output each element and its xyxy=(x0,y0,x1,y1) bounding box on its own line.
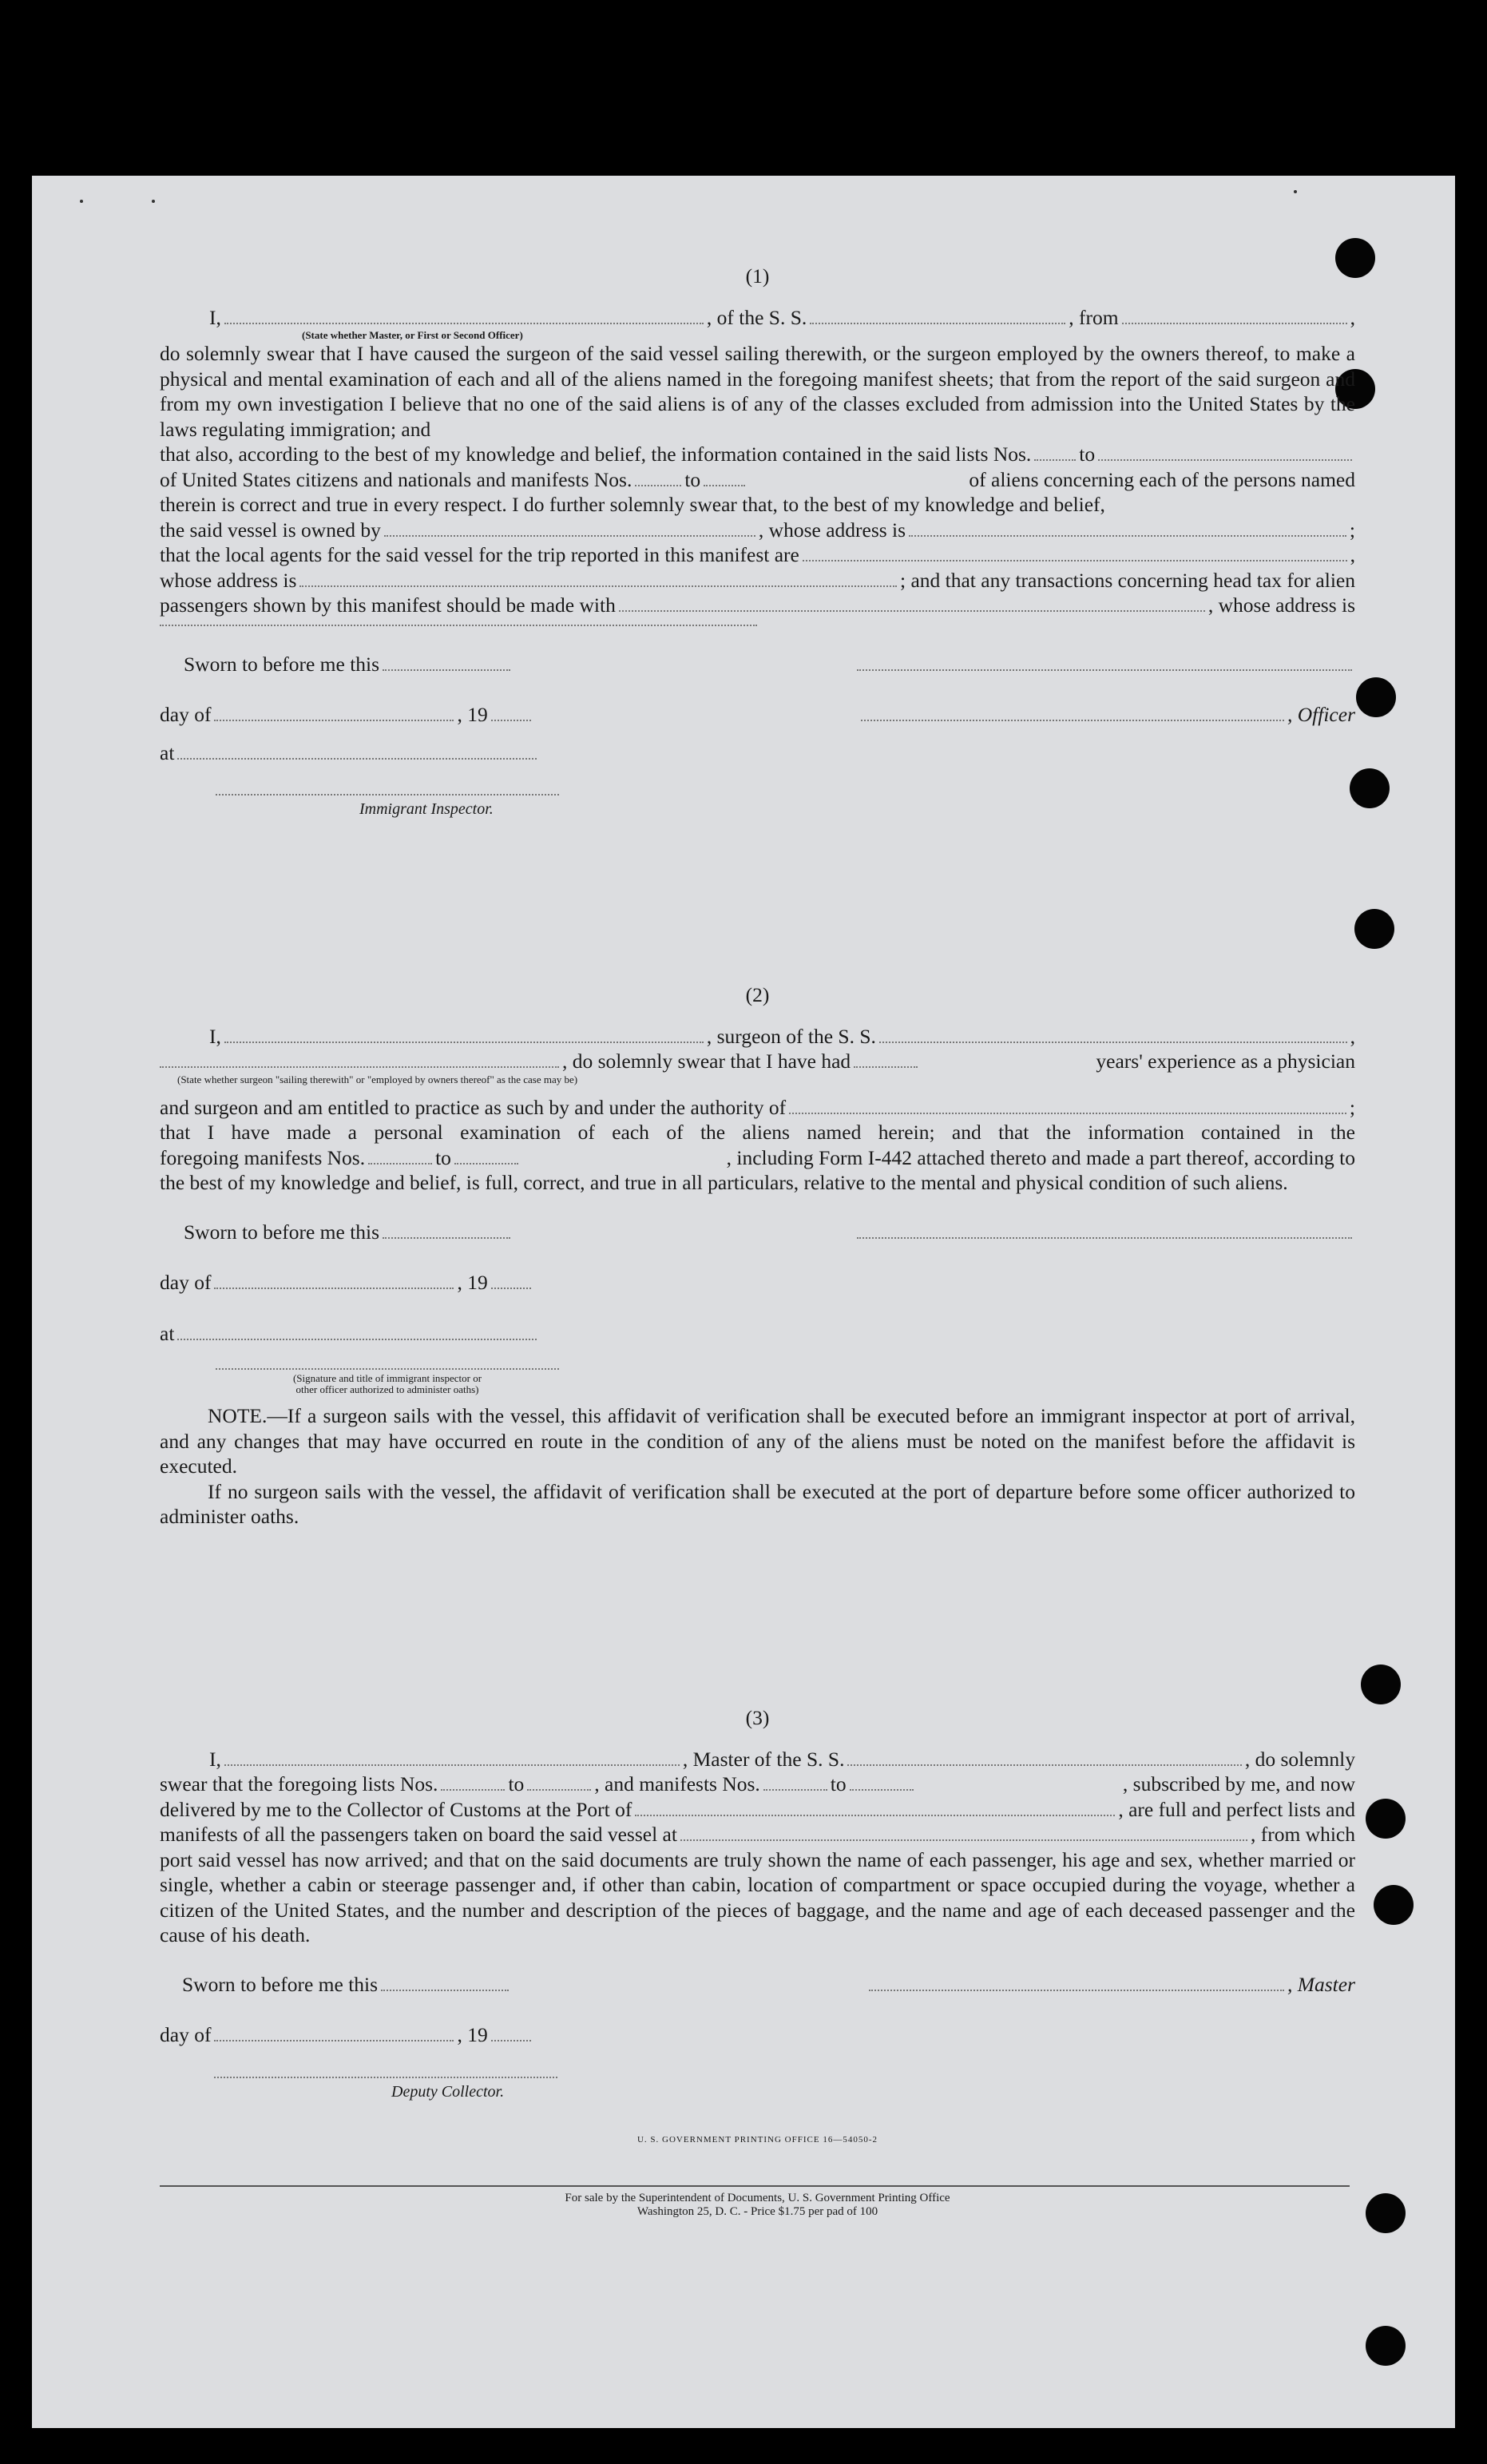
punch-hole xyxy=(1361,1664,1401,1704)
label: I, xyxy=(209,1024,221,1048)
sworn-line xyxy=(160,652,1355,677)
lists-nos-from-field[interactable] xyxy=(1034,459,1076,461)
label: , do solemnly swear that I have had xyxy=(562,1049,851,1073)
label: of United States citizens and nationals and manifests Nos. xyxy=(160,467,632,491)
label: , Master of the S. S. xyxy=(682,1747,845,1771)
label: to xyxy=(435,1145,451,1169)
footer-rule xyxy=(160,2185,1350,2187)
speck xyxy=(1294,190,1297,193)
speck xyxy=(80,200,83,203)
label: Sworn to before me this xyxy=(184,652,380,676)
signature-note-line: (Signature and title of immigrant inspector or xyxy=(292,1372,482,1384)
lists-nos-to-field[interactable] xyxy=(1098,459,1352,461)
label: day of xyxy=(160,2023,212,2046)
deputy-signature-field[interactable] xyxy=(214,2077,557,2078)
day-of-line xyxy=(160,702,1355,728)
label: , do solemnly xyxy=(1244,1747,1355,1771)
label: ; xyxy=(1349,1095,1355,1119)
year-field[interactable] xyxy=(491,1288,531,1289)
manifest-verification-sheet xyxy=(32,176,1455,2428)
sworn-day-field[interactable] xyxy=(381,1990,509,1991)
note-paragraph: NOTE.—If a surgeon sails with the vessel, this affidavit of verification shall be executed before an immigrant inspector at port of arrival, and any changes that may have occurred en route in the condition of any of the aliens must be noted on the manifest before the affidavit is executed. xyxy=(160,1404,1355,1478)
label: day of xyxy=(160,703,212,726)
label: , xyxy=(1350,1024,1355,1048)
label: , of the S. S. xyxy=(706,305,807,329)
owner-field[interactable] xyxy=(384,535,755,537)
manifests-from-field[interactable] xyxy=(368,1163,432,1165)
surgeon-line xyxy=(160,1024,1355,1049)
punch-hole xyxy=(1374,1885,1414,1925)
officer-type-note: (State whether Master, or First or Second Officer) xyxy=(302,329,523,341)
label: , from which xyxy=(1250,1823,1355,1846)
sale-notice-line: Washington 25, D. C. - Price $1.75 per pad of 100 xyxy=(636,2205,878,2218)
label: , 19 xyxy=(457,2023,488,2046)
label: to xyxy=(508,1772,525,1795)
master-label: , Master xyxy=(1287,1972,1355,1996)
lists-from-field[interactable] xyxy=(441,1789,505,1791)
lists-to-field[interactable] xyxy=(527,1789,591,1791)
port-field[interactable] xyxy=(635,1815,1115,1816)
from-port-field[interactable] xyxy=(1122,323,1347,324)
month-field[interactable] xyxy=(214,1288,454,1289)
label: , 19 xyxy=(457,703,488,726)
label: day of xyxy=(160,1271,212,1294)
label: passengers shown by this manifest should be made with xyxy=(160,593,616,617)
oath-paragraph: do solemnly swear that I have caused the surgeon of the said vessel sailing therewith, or the surgeon employed by the owners thereof, to make a physical and mental examination of each and all of the aliens named in the foregoing manifest sheets; that from the report of the said surgeon and from my own investigation I believe that no one of the said aliens is of any of the classes excluded from admission into the United States by the laws regulating immigration; and xyxy=(160,342,1355,441)
label: years' experience as a physician xyxy=(1096,1049,1355,1073)
label: to xyxy=(1079,442,1096,466)
speck xyxy=(152,200,155,203)
inspector-signature-field[interactable] xyxy=(216,1368,559,1370)
note-paragraph-2: If no surgeon sails with the vessel, the affidavit of verification shall be executed at the port of departure before some officer authorized to administer oaths. xyxy=(160,1479,1355,1528)
label: the said vessel is owned by xyxy=(160,518,381,542)
experience-line xyxy=(160,1049,1355,1074)
punch-hole xyxy=(1354,909,1394,949)
label: , from xyxy=(1069,305,1119,329)
surgeon-oath-end: the best of my knowledge and belief, is full, correct, and true in all particulars, relative to the mental and physical condition of such aliens. xyxy=(160,1171,1288,1194)
surgeon-name-field[interactable] xyxy=(224,1042,704,1043)
month-field[interactable] xyxy=(214,2040,454,2041)
manifests-nos-line xyxy=(160,1145,1355,1171)
at-line xyxy=(160,740,1355,766)
label: I, xyxy=(209,305,221,329)
deputy-label: Deputy Collector. xyxy=(391,2082,505,2101)
years-experience-field[interactable] xyxy=(854,1066,918,1068)
label: , including Form I-442 attached thereto and made a part thereof, according to xyxy=(726,1145,1355,1169)
oath-paragraph-2: therein is correct and true in every respect. I do further solemnly swear that, to the best of my knowledge and belief, xyxy=(160,493,1105,516)
lists-line xyxy=(160,1772,1355,1797)
surgeon-status-note: (State whether surgeon "sailing therewith" or "employed by owners thereof" as the case may be) xyxy=(177,1073,578,1085)
owner-line xyxy=(160,518,1355,543)
punch-hole xyxy=(1350,768,1390,808)
section-2 xyxy=(160,982,1355,1530)
master-oath-paragraph: port said vessel has now arrived; and that on the said documents are truly shown the name of each passenger, his age and sex, whether married or single, whether a cabin or steerage passenger and, if other than cabin, location of compartment or space occupied during the voyage, whether a citizen of the United States, and the number and description of the pieces of baggage, and the name and age of each deceased passenger and the cause of his death. xyxy=(160,1847,1355,1946)
label: , xyxy=(1350,543,1355,566)
sworn-line xyxy=(160,1220,1355,1245)
head-tax-address-field[interactable] xyxy=(160,625,757,626)
sale-notice xyxy=(160,2192,1355,2219)
month-field[interactable] xyxy=(214,720,454,721)
owner-address-field[interactable] xyxy=(909,535,1346,537)
label: whose address is xyxy=(160,568,297,592)
section-1-heading: (1) xyxy=(745,264,770,288)
boarded-line xyxy=(160,1822,1355,1847)
label: and surgeon and am entitled to practice as such by and under the authority of xyxy=(160,1095,787,1119)
port-line xyxy=(160,1797,1355,1823)
year-field[interactable] xyxy=(491,720,531,721)
master-name-field[interactable] xyxy=(224,1764,680,1766)
vessel-name-field[interactable] xyxy=(810,323,1065,324)
sworn-day-field[interactable] xyxy=(383,669,510,671)
punch-hole xyxy=(1366,2193,1406,2233)
day-of-line xyxy=(160,2022,1355,2048)
place-field[interactable] xyxy=(177,1339,537,1340)
officer-line xyxy=(160,305,1355,331)
label: manifests of all the passengers taken on board the said vessel at xyxy=(160,1823,677,1846)
year-field[interactable] xyxy=(491,2040,531,2041)
gpo-imprint: U. S. GOVERNMENT PRINTING OFFICE 16—54050-2 xyxy=(636,2135,878,2145)
label: foregoing manifests Nos. xyxy=(160,1145,366,1169)
label: to xyxy=(684,467,701,491)
surgeon-signature-field[interactable] xyxy=(857,1237,1352,1239)
punch-hole xyxy=(1366,2326,1406,2366)
examination-text: that I have made a personal examination of each of the aliens named herein; and that the information contained in the xyxy=(160,1121,1355,1144)
authority-field[interactable] xyxy=(789,1113,1346,1114)
label: , subscribed by me, and now xyxy=(1122,1772,1355,1795)
manifest-nos-from-field[interactable] xyxy=(635,485,681,486)
section-1 xyxy=(160,264,1355,823)
agents-address-field[interactable] xyxy=(299,585,897,587)
section-3 xyxy=(160,1705,1355,2105)
label: , whose address is xyxy=(758,518,906,542)
authority-line xyxy=(160,1095,1355,1121)
label: , whose address is xyxy=(1207,593,1355,617)
master-line xyxy=(160,1747,1355,1772)
label: to xyxy=(830,1772,847,1795)
label: that the local agents for the said vessel for the trip reported in this manifest are xyxy=(160,543,799,566)
label: of aliens concerning each of the persons named xyxy=(969,467,1355,491)
officer-signature-field[interactable] xyxy=(857,669,1352,671)
label: I, xyxy=(209,1747,221,1771)
label: that also, according to the best of my knowledge and belief, the information contained in the said lists Nos. xyxy=(160,442,1032,466)
label: Sworn to before me this xyxy=(182,1972,379,1996)
agents-field[interactable] xyxy=(803,560,1347,561)
punch-hole xyxy=(1356,677,1396,717)
day-of-line xyxy=(160,1270,1355,1295)
section-2-heading: (2) xyxy=(745,983,770,1006)
at-line xyxy=(160,1321,1355,1347)
label: Sworn to before me this xyxy=(184,1220,380,1244)
inspector-signature-field[interactable] xyxy=(216,794,559,796)
label: at xyxy=(160,1321,175,1345)
officer-name-field[interactable] xyxy=(224,323,704,324)
head-tax-line xyxy=(160,593,1355,618)
manifests-from-field[interactable] xyxy=(763,1789,827,1791)
label: , xyxy=(1350,305,1355,329)
signature-note-line: other officer authorized to administer oaths) xyxy=(295,1383,479,1395)
label: delivered by me to the Collector of Customs at the Port of xyxy=(160,1797,632,1821)
master-signature-field[interactable] xyxy=(869,1990,1284,1991)
punch-hole xyxy=(1366,1799,1406,1839)
label: swear that the foregoing lists Nos. xyxy=(160,1772,438,1795)
manifest-nos-to-field[interactable] xyxy=(704,485,745,486)
label: , 19 xyxy=(457,1271,488,1294)
head-tax-contact-field[interactable] xyxy=(619,610,1205,612)
officer-title-field[interactable] xyxy=(861,720,1284,721)
manifests-to-field[interactable] xyxy=(850,1789,914,1791)
label: ; xyxy=(1349,518,1355,542)
agents-address-line xyxy=(160,568,1355,593)
label: , are full and perfect lists and xyxy=(1118,1797,1355,1821)
sale-notice-line: For sale by the Superintendent of Documents, U. S. Government Printing Office xyxy=(565,2192,950,2204)
manifest-nos-line xyxy=(160,467,1355,493)
officer-label: , Officer xyxy=(1287,703,1355,726)
signature-note xyxy=(216,1373,559,1395)
surgeon-status-field[interactable] xyxy=(160,1066,559,1068)
label: at xyxy=(160,740,175,764)
inspector-label: Immigrant Inspector. xyxy=(359,800,494,818)
section-3-heading: (3) xyxy=(745,1706,770,1729)
surgeon-vessel-field[interactable] xyxy=(879,1042,1347,1043)
sworn-day-field[interactable] xyxy=(383,1237,510,1239)
lists-nos-line xyxy=(160,442,1355,467)
sworn-line xyxy=(160,1972,1355,1998)
master-vessel-field[interactable] xyxy=(847,1764,1241,1766)
label: , surgeon of the S. S. xyxy=(706,1024,876,1048)
label: ; and that any transactions concerning head tax for alien xyxy=(900,568,1355,592)
agents-line xyxy=(160,542,1355,568)
label: , and manifests Nos. xyxy=(594,1772,760,1795)
place-field[interactable] xyxy=(177,758,537,760)
boarded-port-field[interactable] xyxy=(680,1839,1247,1841)
manifests-to-field[interactable] xyxy=(454,1163,518,1165)
